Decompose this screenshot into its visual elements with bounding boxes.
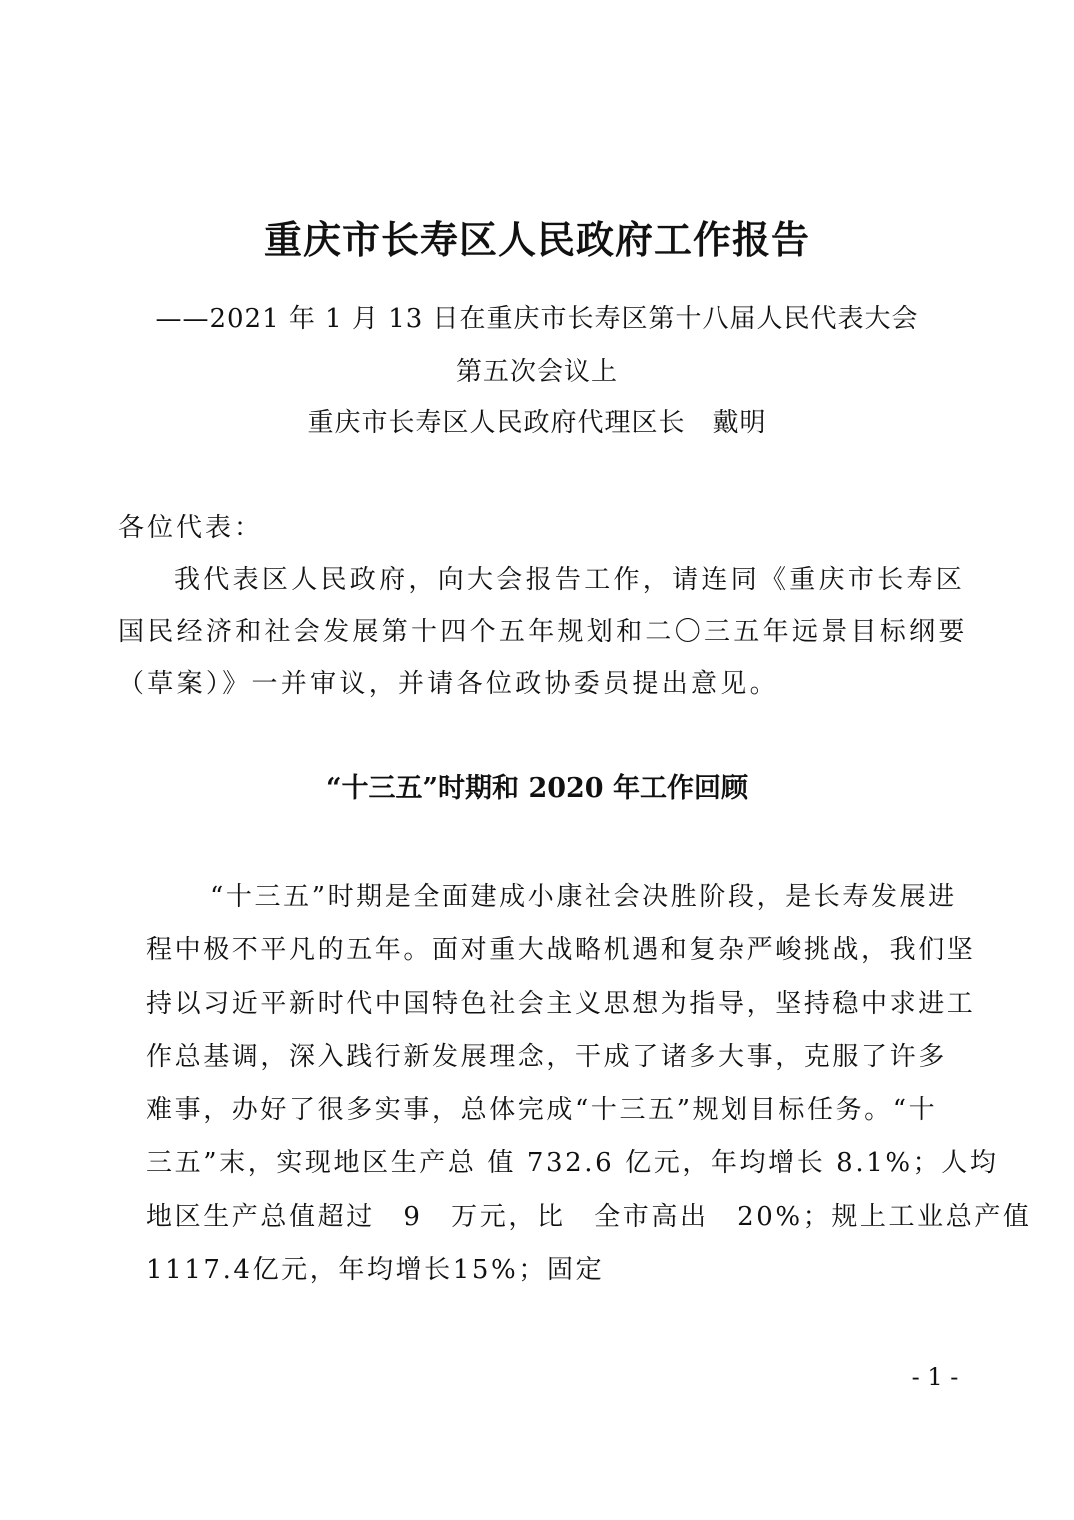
speaker-line: 重庆市长寿区人民政府代理区长 戴明 <box>307 408 767 438</box>
document-subtitle-line-1: ——2021 年 1 月 13 日在重庆市长寿区第十八届人民代表大会 <box>155 304 919 334</box>
body-line: 作总基调，深入践行新发展理念，干成了诸多大事，克服了许多 <box>146 1041 947 1072</box>
page-number: - 1 - <box>911 1363 959 1391</box>
document-title: 重庆市长寿区人民政府工作报告 <box>263 217 810 262</box>
section-heading: “十三五”时期和 2020 年工作回顾 <box>325 773 748 804</box>
body-line: 地区生产总值超过 9 万元，比 全市高出 20%；规上工业总产值 <box>146 1201 1032 1232</box>
body-line: 三五”末，实现地区生产总 值 732.6 亿元，年均增长 8.1%；人均 <box>146 1148 999 1179</box>
body-line: 1117.4亿元，年均增长15%；固定 <box>146 1255 605 1286</box>
intro-paragraph <box>118 560 968 716</box>
body-paragraph <box>146 876 1032 1302</box>
body-line: 持以习近平新时代中国特色社会主义思想为指导，坚持稳中求进工 <box>146 988 976 1019</box>
body-line: 难事，办好了很多实事，总体完成“十三五”规划目标任务。“十 <box>146 1095 938 1126</box>
body-line: “十三五”时期是全面建成小康社会决胜阶段，是长寿发展进 <box>210 882 957 912</box>
document-subtitle-line-2: 第五次会议上 <box>455 357 618 387</box>
intro-line: （草案）》一并审议，并请各位政协委员提出意见。 <box>118 669 779 699</box>
intro-line: 国民经济和社会发展第十四个五年规划和二〇三五年远景目标纲要 <box>118 617 968 647</box>
salutation: 各位代表： <box>118 513 264 543</box>
body-line: 程中极不平凡的五年。面对重大战略机遇和复杂严峻挑战，我们坚 <box>146 935 976 966</box>
intro-line: 我代表区人民政府，向大会报告工作，请连同《重庆市长寿区 <box>174 565 966 595</box>
